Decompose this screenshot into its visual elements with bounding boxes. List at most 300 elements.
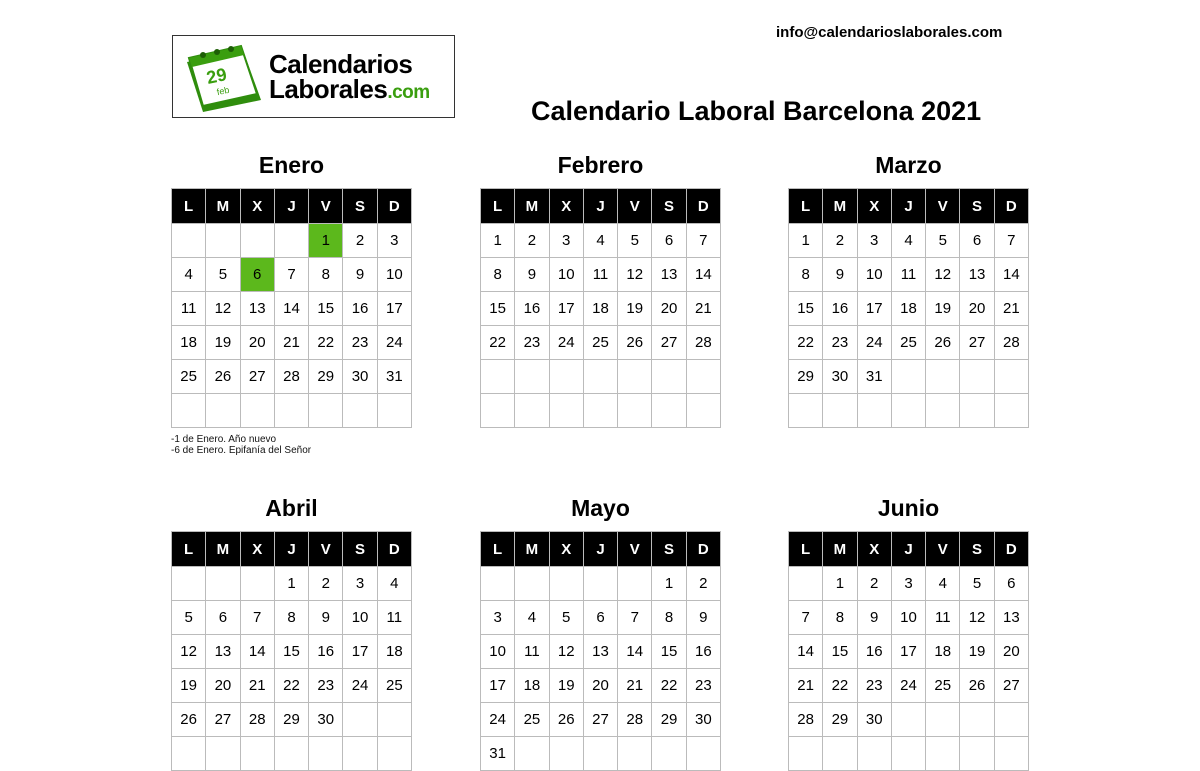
day-cell: 16: [309, 635, 343, 669]
month-marzo: [788, 152, 1029, 428]
empty-day-cell: [994, 360, 1028, 394]
day-cell: 21: [789, 669, 823, 703]
day-cell: 7: [789, 601, 823, 635]
day-cell: 3: [343, 567, 377, 601]
week-row: [172, 224, 412, 258]
day-cell: 16: [343, 292, 377, 326]
day-cell: 12: [549, 635, 583, 669]
weekday-header: D: [686, 189, 720, 224]
day-cell: 30: [343, 360, 377, 394]
week-row: [481, 258, 721, 292]
empty-day-cell: [960, 394, 994, 428]
day-cell: 23: [515, 326, 549, 360]
day-cell: 28: [994, 326, 1028, 360]
day-cell: 4: [891, 224, 925, 258]
day-cell: 13: [960, 258, 994, 292]
day-cell: 5: [206, 258, 240, 292]
weekday-header: D: [377, 532, 411, 567]
weekday-header: D: [686, 532, 720, 567]
empty-day-cell: [686, 394, 720, 428]
week-row: [481, 737, 721, 771]
empty-day-cell: [377, 394, 411, 428]
weekday-header: S: [652, 532, 686, 567]
logo-badge-month: feb: [215, 84, 231, 98]
empty-day-cell: [377, 703, 411, 737]
empty-day-cell: [549, 737, 583, 771]
logo-badge-day: 29: [204, 64, 229, 88]
day-cell: 2: [309, 567, 343, 601]
weekday-header: L: [172, 532, 206, 567]
day-cell: 23: [823, 326, 857, 360]
month-title: Enero: [258, 152, 325, 178]
week-row: [481, 669, 721, 703]
day-cell: 11: [515, 635, 549, 669]
week-row: [789, 258, 1029, 292]
day-cell: 13: [583, 635, 617, 669]
day-cell: 2: [515, 224, 549, 258]
day-cell: 9: [515, 258, 549, 292]
day-cell: 17: [343, 635, 377, 669]
weekday-header: S: [343, 532, 377, 567]
day-cell: 2: [823, 224, 857, 258]
holiday-note: -6 de Enero. Epifanía del Señor: [171, 445, 312, 456]
weekday-header: V: [309, 532, 343, 567]
weekday-header: S: [960, 532, 994, 567]
weekday-header: J: [891, 189, 925, 224]
week-row: [481, 703, 721, 737]
day-cell: 21: [240, 669, 274, 703]
empty-day-cell: [515, 737, 549, 771]
day-cell: 8: [309, 258, 343, 292]
day-cell: 25: [926, 669, 960, 703]
day-cell: 18: [926, 635, 960, 669]
day-cell: 28: [240, 703, 274, 737]
week-row: [789, 567, 1029, 601]
day-cell: 6: [652, 224, 686, 258]
day-cell: 14: [686, 258, 720, 292]
day-cell: 30: [823, 360, 857, 394]
weekday-header: L: [481, 532, 515, 567]
day-cell: 19: [206, 326, 240, 360]
empty-day-cell: [206, 567, 240, 601]
empty-day-cell: [515, 394, 549, 428]
day-cell: 11: [926, 601, 960, 635]
empty-day-cell: [823, 737, 857, 771]
day-cell: 11: [377, 601, 411, 635]
empty-day-cell: [206, 224, 240, 258]
day-cell: 30: [309, 703, 343, 737]
day-cell: 2: [686, 567, 720, 601]
week-row: [481, 635, 721, 669]
empty-day-cell: [206, 394, 240, 428]
month-table: [788, 188, 1029, 428]
empty-day-cell: [481, 567, 515, 601]
month-junio: [788, 495, 1029, 771]
day-cell: 8: [652, 601, 686, 635]
holiday-day-cell: 1: [309, 224, 343, 258]
weekday-header: L: [172, 189, 206, 224]
day-cell: 21: [618, 669, 652, 703]
weekday-header: S: [343, 189, 377, 224]
day-cell: 26: [960, 669, 994, 703]
month-title: Febrero: [557, 152, 644, 178]
weekday-header: L: [481, 189, 515, 224]
day-cell: 18: [172, 326, 206, 360]
week-row: [789, 703, 1029, 737]
day-cell: 25: [515, 703, 549, 737]
week-row: [789, 224, 1029, 258]
month-title: Junio: [877, 495, 940, 521]
weekday-header: J: [274, 532, 308, 567]
empty-day-cell: [994, 394, 1028, 428]
day-cell: 27: [652, 326, 686, 360]
logo-dotcom: .com: [387, 82, 430, 103]
empty-day-cell: [549, 567, 583, 601]
empty-day-cell: [274, 224, 308, 258]
day-cell: 3: [377, 224, 411, 258]
month-table: [788, 531, 1029, 771]
day-cell: 29: [789, 360, 823, 394]
page-title: Calendario Laboral Barcelona 2021: [531, 96, 982, 126]
day-cell: 19: [172, 669, 206, 703]
month-title: Marzo: [875, 152, 942, 178]
month-mayo: [480, 495, 721, 771]
day-cell: 19: [960, 635, 994, 669]
empty-day-cell: [789, 737, 823, 771]
empty-day-cell: [240, 224, 274, 258]
empty-day-cell: [926, 360, 960, 394]
empty-day-cell: [343, 737, 377, 771]
day-cell: 19: [926, 292, 960, 326]
empty-day-cell: [652, 737, 686, 771]
empty-day-cell: [343, 394, 377, 428]
day-cell: 13: [652, 258, 686, 292]
day-cell: 7: [686, 224, 720, 258]
empty-day-cell: [549, 394, 583, 428]
day-cell: 13: [206, 635, 240, 669]
day-cell: 10: [377, 258, 411, 292]
day-cell: 15: [309, 292, 343, 326]
week-row: [789, 394, 1029, 428]
empty-day-cell: [481, 360, 515, 394]
empty-day-cell: [309, 394, 343, 428]
empty-day-cell: [960, 703, 994, 737]
week-row: [789, 737, 1029, 771]
week-row: [481, 360, 721, 394]
empty-day-cell: [172, 737, 206, 771]
day-cell: 19: [618, 292, 652, 326]
weekday-header: M: [515, 189, 549, 224]
empty-day-cell: [172, 394, 206, 428]
day-cell: 10: [343, 601, 377, 635]
day-cell: 24: [343, 669, 377, 703]
weekday-header: J: [891, 532, 925, 567]
day-cell: 24: [377, 326, 411, 360]
empty-day-cell: [891, 394, 925, 428]
day-cell: 6: [994, 567, 1028, 601]
day-cell: 16: [515, 292, 549, 326]
day-cell: 5: [172, 601, 206, 635]
day-cell: 13: [240, 292, 274, 326]
day-cell: 9: [823, 258, 857, 292]
empty-day-cell: [274, 394, 308, 428]
day-cell: 14: [240, 635, 274, 669]
day-cell: 14: [994, 258, 1028, 292]
week-row: [481, 292, 721, 326]
empty-day-cell: [857, 394, 891, 428]
day-cell: 8: [789, 258, 823, 292]
week-row: [481, 394, 721, 428]
month-table: [171, 188, 412, 428]
week-row: [789, 669, 1029, 703]
holiday-day-cell: 6: [240, 258, 274, 292]
empty-day-cell: [857, 737, 891, 771]
day-cell: 6: [206, 601, 240, 635]
day-cell: 5: [960, 567, 994, 601]
weekday-header: J: [274, 189, 308, 224]
empty-day-cell: [994, 703, 1028, 737]
day-cell: 13: [994, 601, 1028, 635]
empty-day-cell: [891, 703, 925, 737]
day-cell: 5: [926, 224, 960, 258]
day-cell: 6: [583, 601, 617, 635]
weekday-header: M: [515, 532, 549, 567]
day-cell: 23: [309, 669, 343, 703]
empty-day-cell: [618, 360, 652, 394]
logo-text-line1: Calendarios: [269, 49, 413, 79]
empty-day-cell: [618, 394, 652, 428]
day-cell: 22: [823, 669, 857, 703]
day-cell: 14: [618, 635, 652, 669]
month-febrero: [480, 152, 721, 428]
day-cell: 31: [857, 360, 891, 394]
empty-day-cell: [583, 737, 617, 771]
empty-day-cell: [309, 737, 343, 771]
logo-text-line2: Laborales.com: [269, 74, 430, 104]
empty-day-cell: [515, 360, 549, 394]
day-cell: 7: [994, 224, 1028, 258]
weekday-header: V: [926, 189, 960, 224]
day-cell: 10: [857, 258, 891, 292]
empty-day-cell: [515, 567, 549, 601]
empty-day-cell: [549, 360, 583, 394]
day-cell: 27: [240, 360, 274, 394]
month-enero: [171, 152, 412, 456]
day-cell: 17: [481, 669, 515, 703]
empty-day-cell: [240, 567, 274, 601]
weekday-header: V: [618, 189, 652, 224]
day-cell: 12: [926, 258, 960, 292]
day-cell: 14: [789, 635, 823, 669]
day-cell: 28: [618, 703, 652, 737]
day-cell: 7: [618, 601, 652, 635]
day-cell: 28: [789, 703, 823, 737]
day-cell: 9: [686, 601, 720, 635]
day-cell: 26: [549, 703, 583, 737]
day-cell: 8: [481, 258, 515, 292]
day-cell: 20: [994, 635, 1028, 669]
week-row: [172, 360, 412, 394]
day-cell: 29: [652, 703, 686, 737]
empty-day-cell: [583, 360, 617, 394]
day-cell: 10: [549, 258, 583, 292]
empty-day-cell: [652, 394, 686, 428]
day-cell: 22: [274, 669, 308, 703]
day-cell: 1: [274, 567, 308, 601]
day-cell: 20: [652, 292, 686, 326]
day-cell: 29: [823, 703, 857, 737]
day-cell: 23: [343, 326, 377, 360]
day-cell: 20: [206, 669, 240, 703]
weekday-header: X: [240, 532, 274, 567]
day-cell: 12: [618, 258, 652, 292]
day-cell: 4: [515, 601, 549, 635]
empty-day-cell: [686, 737, 720, 771]
weekday-header: D: [994, 189, 1028, 224]
day-cell: 15: [652, 635, 686, 669]
weekday-header: X: [549, 189, 583, 224]
day-cell: 4: [172, 258, 206, 292]
day-cell: 9: [343, 258, 377, 292]
weekday-header: D: [994, 532, 1028, 567]
day-cell: 26: [172, 703, 206, 737]
day-cell: 5: [549, 601, 583, 635]
day-cell: 21: [686, 292, 720, 326]
week-row: [172, 737, 412, 771]
empty-day-cell: [994, 737, 1028, 771]
weekday-header: L: [789, 532, 823, 567]
week-row: [789, 360, 1029, 394]
day-cell: 22: [652, 669, 686, 703]
empty-day-cell: [206, 737, 240, 771]
day-cell: 18: [515, 669, 549, 703]
day-cell: 24: [549, 326, 583, 360]
day-cell: 14: [274, 292, 308, 326]
day-cell: 1: [652, 567, 686, 601]
day-cell: 24: [481, 703, 515, 737]
empty-day-cell: [377, 737, 411, 771]
day-cell: 17: [377, 292, 411, 326]
day-cell: 20: [583, 669, 617, 703]
day-cell: 6: [960, 224, 994, 258]
empty-day-cell: [789, 394, 823, 428]
day-cell: 21: [994, 292, 1028, 326]
day-cell: 4: [377, 567, 411, 601]
day-cell: 25: [891, 326, 925, 360]
empty-day-cell: [891, 360, 925, 394]
day-cell: 27: [583, 703, 617, 737]
week-row: [172, 703, 412, 737]
day-cell: 5: [618, 224, 652, 258]
day-cell: 25: [377, 669, 411, 703]
day-cell: 8: [823, 601, 857, 635]
empty-day-cell: [789, 567, 823, 601]
weekday-header: X: [549, 532, 583, 567]
day-cell: 11: [891, 258, 925, 292]
week-row: [789, 635, 1029, 669]
day-cell: 18: [583, 292, 617, 326]
day-cell: 4: [583, 224, 617, 258]
day-cell: 17: [549, 292, 583, 326]
empty-day-cell: [172, 567, 206, 601]
empty-day-cell: [960, 360, 994, 394]
day-cell: 24: [891, 669, 925, 703]
day-cell: 26: [206, 360, 240, 394]
weekday-header: V: [618, 532, 652, 567]
day-cell: 22: [481, 326, 515, 360]
empty-day-cell: [583, 394, 617, 428]
week-row: [172, 326, 412, 360]
day-cell: 4: [926, 567, 960, 601]
day-cell: 17: [857, 292, 891, 326]
day-cell: 3: [891, 567, 925, 601]
day-cell: 10: [891, 601, 925, 635]
day-cell: 28: [274, 360, 308, 394]
day-cell: 27: [206, 703, 240, 737]
contact-email[interactable]: info@calendarioslaborales.com: [776, 24, 1003, 41]
month-table: [480, 531, 721, 771]
week-row: [172, 635, 412, 669]
logo: [172, 35, 455, 118]
empty-day-cell: [343, 703, 377, 737]
empty-day-cell: [652, 360, 686, 394]
month-title: Mayo: [571, 495, 630, 521]
empty-day-cell: [686, 360, 720, 394]
day-cell: 18: [891, 292, 925, 326]
empty-day-cell: [618, 737, 652, 771]
weekday-header: D: [377, 189, 411, 224]
day-cell: 23: [686, 669, 720, 703]
week-row: [172, 292, 412, 326]
day-cell: 10: [481, 635, 515, 669]
day-cell: 3: [857, 224, 891, 258]
weekday-header: X: [857, 532, 891, 567]
empty-day-cell: [926, 703, 960, 737]
week-row: [172, 394, 412, 428]
day-cell: 16: [686, 635, 720, 669]
weekday-header: S: [960, 189, 994, 224]
empty-day-cell: [926, 394, 960, 428]
empty-day-cell: [172, 224, 206, 258]
day-cell: 1: [481, 224, 515, 258]
empty-day-cell: [823, 394, 857, 428]
week-row: [481, 326, 721, 360]
month-table: [480, 188, 721, 428]
day-cell: 28: [686, 326, 720, 360]
day-cell: 15: [789, 292, 823, 326]
weekday-header: V: [309, 189, 343, 224]
weekday-header: S: [652, 189, 686, 224]
weekday-header: X: [240, 189, 274, 224]
day-cell: 25: [172, 360, 206, 394]
day-cell: 1: [789, 224, 823, 258]
day-cell: 8: [274, 601, 308, 635]
week-row: [172, 258, 412, 292]
week-row: [789, 326, 1029, 360]
day-cell: 24: [857, 326, 891, 360]
weekday-header: J: [583, 532, 617, 567]
day-cell: 12: [206, 292, 240, 326]
empty-day-cell: [274, 737, 308, 771]
day-cell: 17: [891, 635, 925, 669]
day-cell: 26: [618, 326, 652, 360]
day-cell: 15: [274, 635, 308, 669]
day-cell: 3: [481, 601, 515, 635]
day-cell: 12: [960, 601, 994, 635]
day-cell: 29: [274, 703, 308, 737]
week-row: [789, 601, 1029, 635]
day-cell: 11: [172, 292, 206, 326]
